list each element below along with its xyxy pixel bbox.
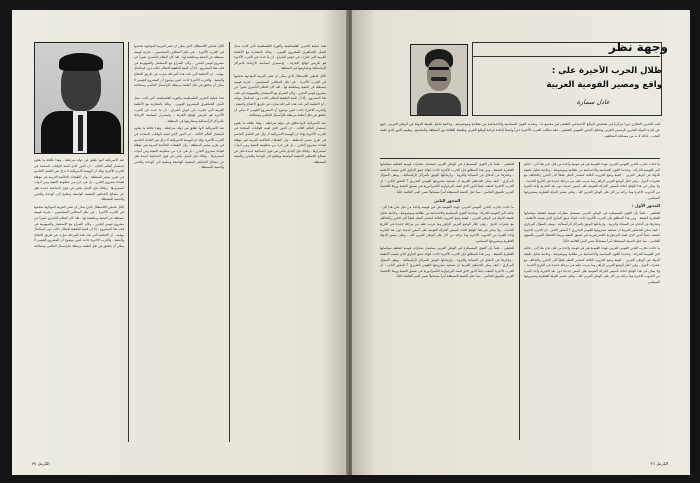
paragraph: عبد الامبريالية لانها تطلق في دولة مترابطة ، وهذا علاقة ما يقاوم استعمار العالم الثالث . ان الدور الذي لعبته الولايات المتحدة في الحرب الأخيرة يؤكد ان الهيمنة الامبريالية لا تزال هي العامل الحاسم في تقرير مصير المنطقة ، وان الطبقات الحاكمة العربية غير مؤهلة لقيادة مشروع التحرر ، بل هي جزء من منظومة التبعية ومن أدوات استمرارها . ولذلك فإن البديل يكمن في قوى اجتماعية جديدة تعبّر عن مصالح الجماهير الشعبية الواسعة وتطمح الى الوحدة والتحرر والتنمية المستقلة . <box>134 126 224 170</box>
subhead: المحور الثاني <box>433 197 461 203</box>
column-divider <box>229 42 230 442</box>
intro-paragraph <box>380 122 660 156</box>
right-page-column-left <box>380 162 514 440</box>
paragraph: الكل عاملين اللاستقلال الذي يمكن ان تعتبر العربية المواجهة بحجمها في الحرب الأخيرة ، في نظر المحللين السياسيين ، تجربة قومية مستقلة عن التبعية ومناهضة لها . لقد كان النظام الناصري تعبيراً عن مشروع قومي للتحرر ، وكان الصراع مع الاستعمار والصهيونية في قلب هذا المشروع ، إلا أن البنية الطبقية للنظام حالت دون استكمال مهامه . ان الانظمة التي تلت هذه المرحلة سارت في طريق الانفتاح والتبعية . والحرب الاخيرة جاءت لتبين بوضوح أن المشروع القومي لا يمكن أن يتحقق في ظل أنظمة مرتبطة بالرأسمال العالمي ومصالحه . <box>134 44 224 93</box>
photo-image <box>411 45 467 115</box>
left-page-column-right <box>234 44 326 440</box>
author-glasses <box>429 67 449 70</box>
paragraph: للطبقي ، علماً بأن القوى المسيطرة في الوطن العربي تستعمل شعارات قومية لتغطية سياساتها القطرية الضيقة . ومن هذا المنطلق فإن الحرب الأخيرة جاءت لتؤكد عمق المأزق الذي تعيشه الأنظمة ، وعجزها عن الدفاع عن السيادة والثروة ، وارتباطها الوثيق بالمراكز الرأسمالية . ويبقى السؤال المركزي : كيف يمكن للجماهير العربية ان تستعيد مشروعها القومي التحرري ؟ المحور الثاني : ان الحرب الاخيرة كشفت ايضاً الدور الذي لعبته البرجوازية الكمبرادورية في تعميق التبعية وربط الاقتصاد العربي بالسوق العالمي ، مما جعل التنمية المستقلة أمراً مستحيلاً ضمن البنى القائمة حالياً . <box>524 210 660 243</box>
paragraph: لعب التحرير النظري دوراً مركزياً في تشخيص الواقع الاجتماعي الطبقي في مجتمع ما ، وتحديد القوى السياسية والاجتماعية من عقلانية وموضوعية ، وخاصة تحليل طبيعة الدولة في الوطن العربي ، فهو عن ادارة الدولة التحرير الرسمي العربي وتحليل التحرر القومي الشعبي ، فقد شكلت الحرب الأخيرة حيزاً واسعاً لإعادة قراءة الواقع العربي وطبيعة العلاقة بين السلطة والمجتمع ، وتقييم الدور الذي لعبته النخب ، لذلك لا بد من مساءلة المفاهيم . <box>380 122 660 138</box>
paragraph: ما جاءت تجارب التحرر القومي العربي، فهذه القومية هي في قومية واحدة من قبل نحن هذا الى ، تحكم التي القومية الحركة ، وتحديدا القوى السياسية والاجتماعية من عقلانية وموضوعية ، وخاصة تحليل طبيعة الدولة في الوطن العربي . كيفية وضع الحروب الثلاثة كمصدر النظر فعلياً الى التحرر والتحالف مع عشرات الدول ، وفي اطار الوضع العربي الراهن وما يترتب عليه من مرحلة جديدة في التاريخ الحديث . ولا يمكن في هذا الواقع اعادة تأسيس الحركة القومية على أسس جديدة دون نقد التجربة وأخذ العبرة من الحروب الاخيرة وما تركته من آثار على الوطن العربي كله ، وعلى مصير الدولة القطرية ومشروعها السياسي . <box>380 205 514 243</box>
author-name: عادل سمارة <box>576 98 610 106</box>
author-shirt <box>417 93 461 115</box>
paragraph: هذه عملية التحرير الفلسطينية والثورة الفلسطينية التي كانت تمثل البديل الجماهيري للمشروع القومي ، وذلك بالمقارنة مع الأنظمة العربية التي عجزت عن خوض الصراع . ان ما حدث في الحرب الأخيرة هو تكريس لواقع التجزئة ، واستمرار لسياسة الارتباط بالمراكز الرأسمالية ومشاريعها في المنطقة . <box>134 96 224 123</box>
portrait-photo-nasser <box>34 42 124 154</box>
magazine-spread <box>12 10 690 475</box>
paragraph: عبد الامبريالية لانها تطلق في دولة مترابطة ، وهذا علاقة ما يقاوم استعمار العالم الثالث . ان الدور الذي لعبته الولايات المتحدة في الحرب الأخيرة يؤكد ان الهيمنة الامبريالية لا تزال هي العامل الحاسم في تقرير مصير المنطقة ، وان الطبقات الحاكمة العربية غير مؤهلة لقيادة مشروع التحرر ، بل هي جزء من منظومة التبعية ومن أدوات استمرارها . ولذلك فإن البديل يكمن في قوى اجتماعية جديدة تعبّر عن مصالح الجماهير الشعبية الواسعة وتطمح الى الوحدة والتحرر والتنمية المستقلة . <box>234 120 326 164</box>
column-divider <box>519 162 520 440</box>
left-page-column-middle <box>134 44 224 440</box>
photo-image <box>35 43 123 153</box>
section-title-underline <box>472 56 660 57</box>
left-page-column-left-bottom <box>34 158 124 438</box>
headline-line-1: ظلال الحرب الأخيرة على : <box>551 66 662 76</box>
left-page <box>12 10 349 475</box>
portrait-hair <box>59 53 103 71</box>
column-divider <box>128 42 129 442</box>
paragraph: عبد الامبريالية لانها تطلق في دولة مترابطة ، وهذا علاقة ما يقاوم استعمار العالم الثالث . ان الدور الذي لعبته الولايات المتحدة في الحرب الأخيرة يؤكد ان الهيمنة الامبريالية لا تزال هي العامل الحاسم في تقرير مصير المنطقة ، وان الطبقات الحاكمة العربية غير مؤهلة لقيادة مشروع التحرر ، بل هي جزء من منظومة التبعية ومن أدوات استمرارها . ولذلك فإن البديل يكمن في قوى اجتماعية جديدة تعبّر عن مصالح الجماهير الشعبية الواسعة وتطمح الى الوحدة والتحرر والتنمية المستقلة . <box>34 158 124 202</box>
paragraph: ما جاءت تجارب التحرر القومي العربي، فهذه القومية هي في قومية واحدة من قبل نحن هذا الى ، تحكم التي القومية الحركة ، وتحديدا القوى السياسية والاجتماعية من عقلانية وموضوعية ، وخاصة تحليل طبيعة الدولة في الوطن العربي . كيفية وضع الحروب الثلاثة كمصدر النظر فعلياً الى التحرر والتحالف مع عشرات الدول ، وفي اطار الوضع العربي الراهن وما يترتب عليه من مرحلة جديدة في التاريخ الحديث . ولا يمكن في هذا الواقع اعادة تأسيس الحركة القومية على أسس جديدة دون نقد التجربة وأخذ العبرة من الحروب الاخيرة وما تركته من آثار على الوطن العربي كله ، وعلى مصير الدولة القطرية ومشروعها السياسي . <box>524 246 660 284</box>
right-page <box>352 10 690 475</box>
page-number-left: الكرمل ٣٧ <box>32 461 50 466</box>
author-face <box>427 59 451 91</box>
headline-line-2: واقع ومصير القومية العربية <box>546 80 662 90</box>
author-photo <box>410 44 468 116</box>
paragraph: الكل عاملين اللاستقلال الذي يمكن ان تعتبر العربية المواجهة بحجمها في الحرب الأخيرة ، في نظر المحللين السياسيين ، تجربة قومية مستقلة عن التبعية ومناهضة لها . لقد كان النظام الناصري تعبيراً عن مشروع قومي للتحرر ، وكان الصراع مع الاستعمار والصهيونية في قلب هذا المشروع ، إلا أن البنية الطبقية للنظام حالت دون استكمال مهامه . ان الانظمة التي تلت هذه المرحلة سارت في طريق الانفتاح والتبعية . والحرب الاخيرة جاءت لتبين بوضوح أن المشروع القومي لا يمكن أن يتحقق في ظل أنظمة مرتبطة بالرأسمال العالمي ومصالحه . <box>34 204 124 254</box>
subhead: المحور الأول : <box>632 203 660 209</box>
paragraph: الكل عاملين اللاستقلال الذي يمكن ان تعتبر العربية المواجهة بحجمها في الحرب الأخيرة ، في نظر المحللين السياسيين ، تجربة قومية مستقلة عن التبعية ومناهضة لها . لقد كان النظام الناصري تعبيراً عن مشروع قومي للتحرر ، وكان الصراع مع الاستعمار والصهيونية في قلب هذا المشروع ، إلا أن البنية الطبقية للنظام حالت دون استكمال مهامه . ان الانظمة التي تلت هذه المرحلة سارت في طريق الانفتاح والتبعية . والحرب الاخيرة جاءت لتبين بوضوح أن المشروع القومي لا يمكن أن يتحقق في ظل أنظمة مرتبطة بالرأسمال العالمي ومصالحه . <box>234 73 326 118</box>
paragraph: ما جاءت تجارب التحرر القومي العربي، فهذه القومية هي في قومية واحدة من قبل نحن هذا الى ، تحكم التي القومية الحركة ، وتحديدا القوى السياسية والاجتماعية من عقلانية وموضوعية ، وخاصة تحليل طبيعة الدولة في الوطن العربي . كيفية وضع الحروب الثلاثة كمصدر النظر فعلياً الى التحرر والتحالف مع عشرات الدول ، وفي اطار الوضع العربي الراهن وما يترتب عليه من مرحلة جديدة في التاريخ الحديث . ولا يمكن في هذا الواقع اعادة تأسيس الحركة القومية على أسس جديدة دون نقد التجربة وأخذ العبرة من الحروب الاخيرة وما تركته من آثار على الوطن العربي كله ، وعلى مصير الدولة القطرية ومشروعها السياسي . <box>524 162 660 200</box>
portrait-tie <box>78 115 83 151</box>
paragraph: للطبقي ، علماً بأن القوى المسيطرة في الوطن العربي تستعمل شعارات قومية لتغطية سياساتها القطرية الضيقة . ومن هذا المنطلق فإن الحرب الأخيرة جاءت لتؤكد عمق المأزق الذي تعيشه الأنظمة ، وعجزها عن الدفاع عن السيادة والثروة ، وارتباطها الوثيق بالمراكز الرأسمالية . ويبقى السؤال المركزي : كيف يمكن للجماهير العربية ان تستعيد مشروعها القومي التحرري ؟ المحور الثاني : ان الحرب الاخيرة كشفت ايضاً الدور الذي لعبته البرجوازية الكمبرادورية في تعميق التبعية وربط الاقتصاد العربي بالسوق العالمي ، مما جعل التنمية المستقلة أمراً مستحيلاً ضمن البنى القائمة حالياً . <box>380 246 514 279</box>
page-number-right: الكرمل ٣٦ <box>650 461 668 466</box>
paragraph: للطبقي ، علماً بأن القوى المسيطرة في الوطن العربي تستعمل شعارات قومية لتغطية سياساتها القطرية الضيقة . ومن هذا المنطلق فإن الحرب الأخيرة جاءت لتؤكد عمق المأزق الذي تعيشه الأنظمة ، وعجزها عن الدفاع عن السيادة والثروة ، وارتباطها الوثيق بالمراكز الرأسمالية . ويبقى السؤال المركزي : كيف يمكن للجماهير العربية ان تستعيد مشروعها القومي التحرري ؟ المحور الثاني : ان الحرب الاخيرة كشفت ايضاً الدور الذي لعبته البرجوازية الكمبرادورية في تعميق التبعية وربط الاقتصاد العربي بالسوق العالمي ، مما جعل التنمية المستقلة أمراً مستحيلاً ضمن البنى القائمة حالياً . <box>380 162 514 194</box>
right-page-column-right <box>524 162 660 440</box>
section-title: وجهة نظر <box>608 40 668 54</box>
author-moustache <box>431 77 447 81</box>
intro-divider <box>380 158 660 159</box>
paragraph: هذه عملية التحرير الفلسطينية والثورة الفلسطينية التي كانت تمثل البديل الجماهيري للمشروع القومي ، وذلك بالمقارنة مع الأنظمة العربية التي عجزت عن خوض الصراع . ان ما حدث في الحرب الأخيرة هو تكريس لواقع التجزئة ، واستمرار لسياسة الارتباط بالمراكز الرأسمالية ومشاريعها في المنطقة . <box>234 44 326 71</box>
